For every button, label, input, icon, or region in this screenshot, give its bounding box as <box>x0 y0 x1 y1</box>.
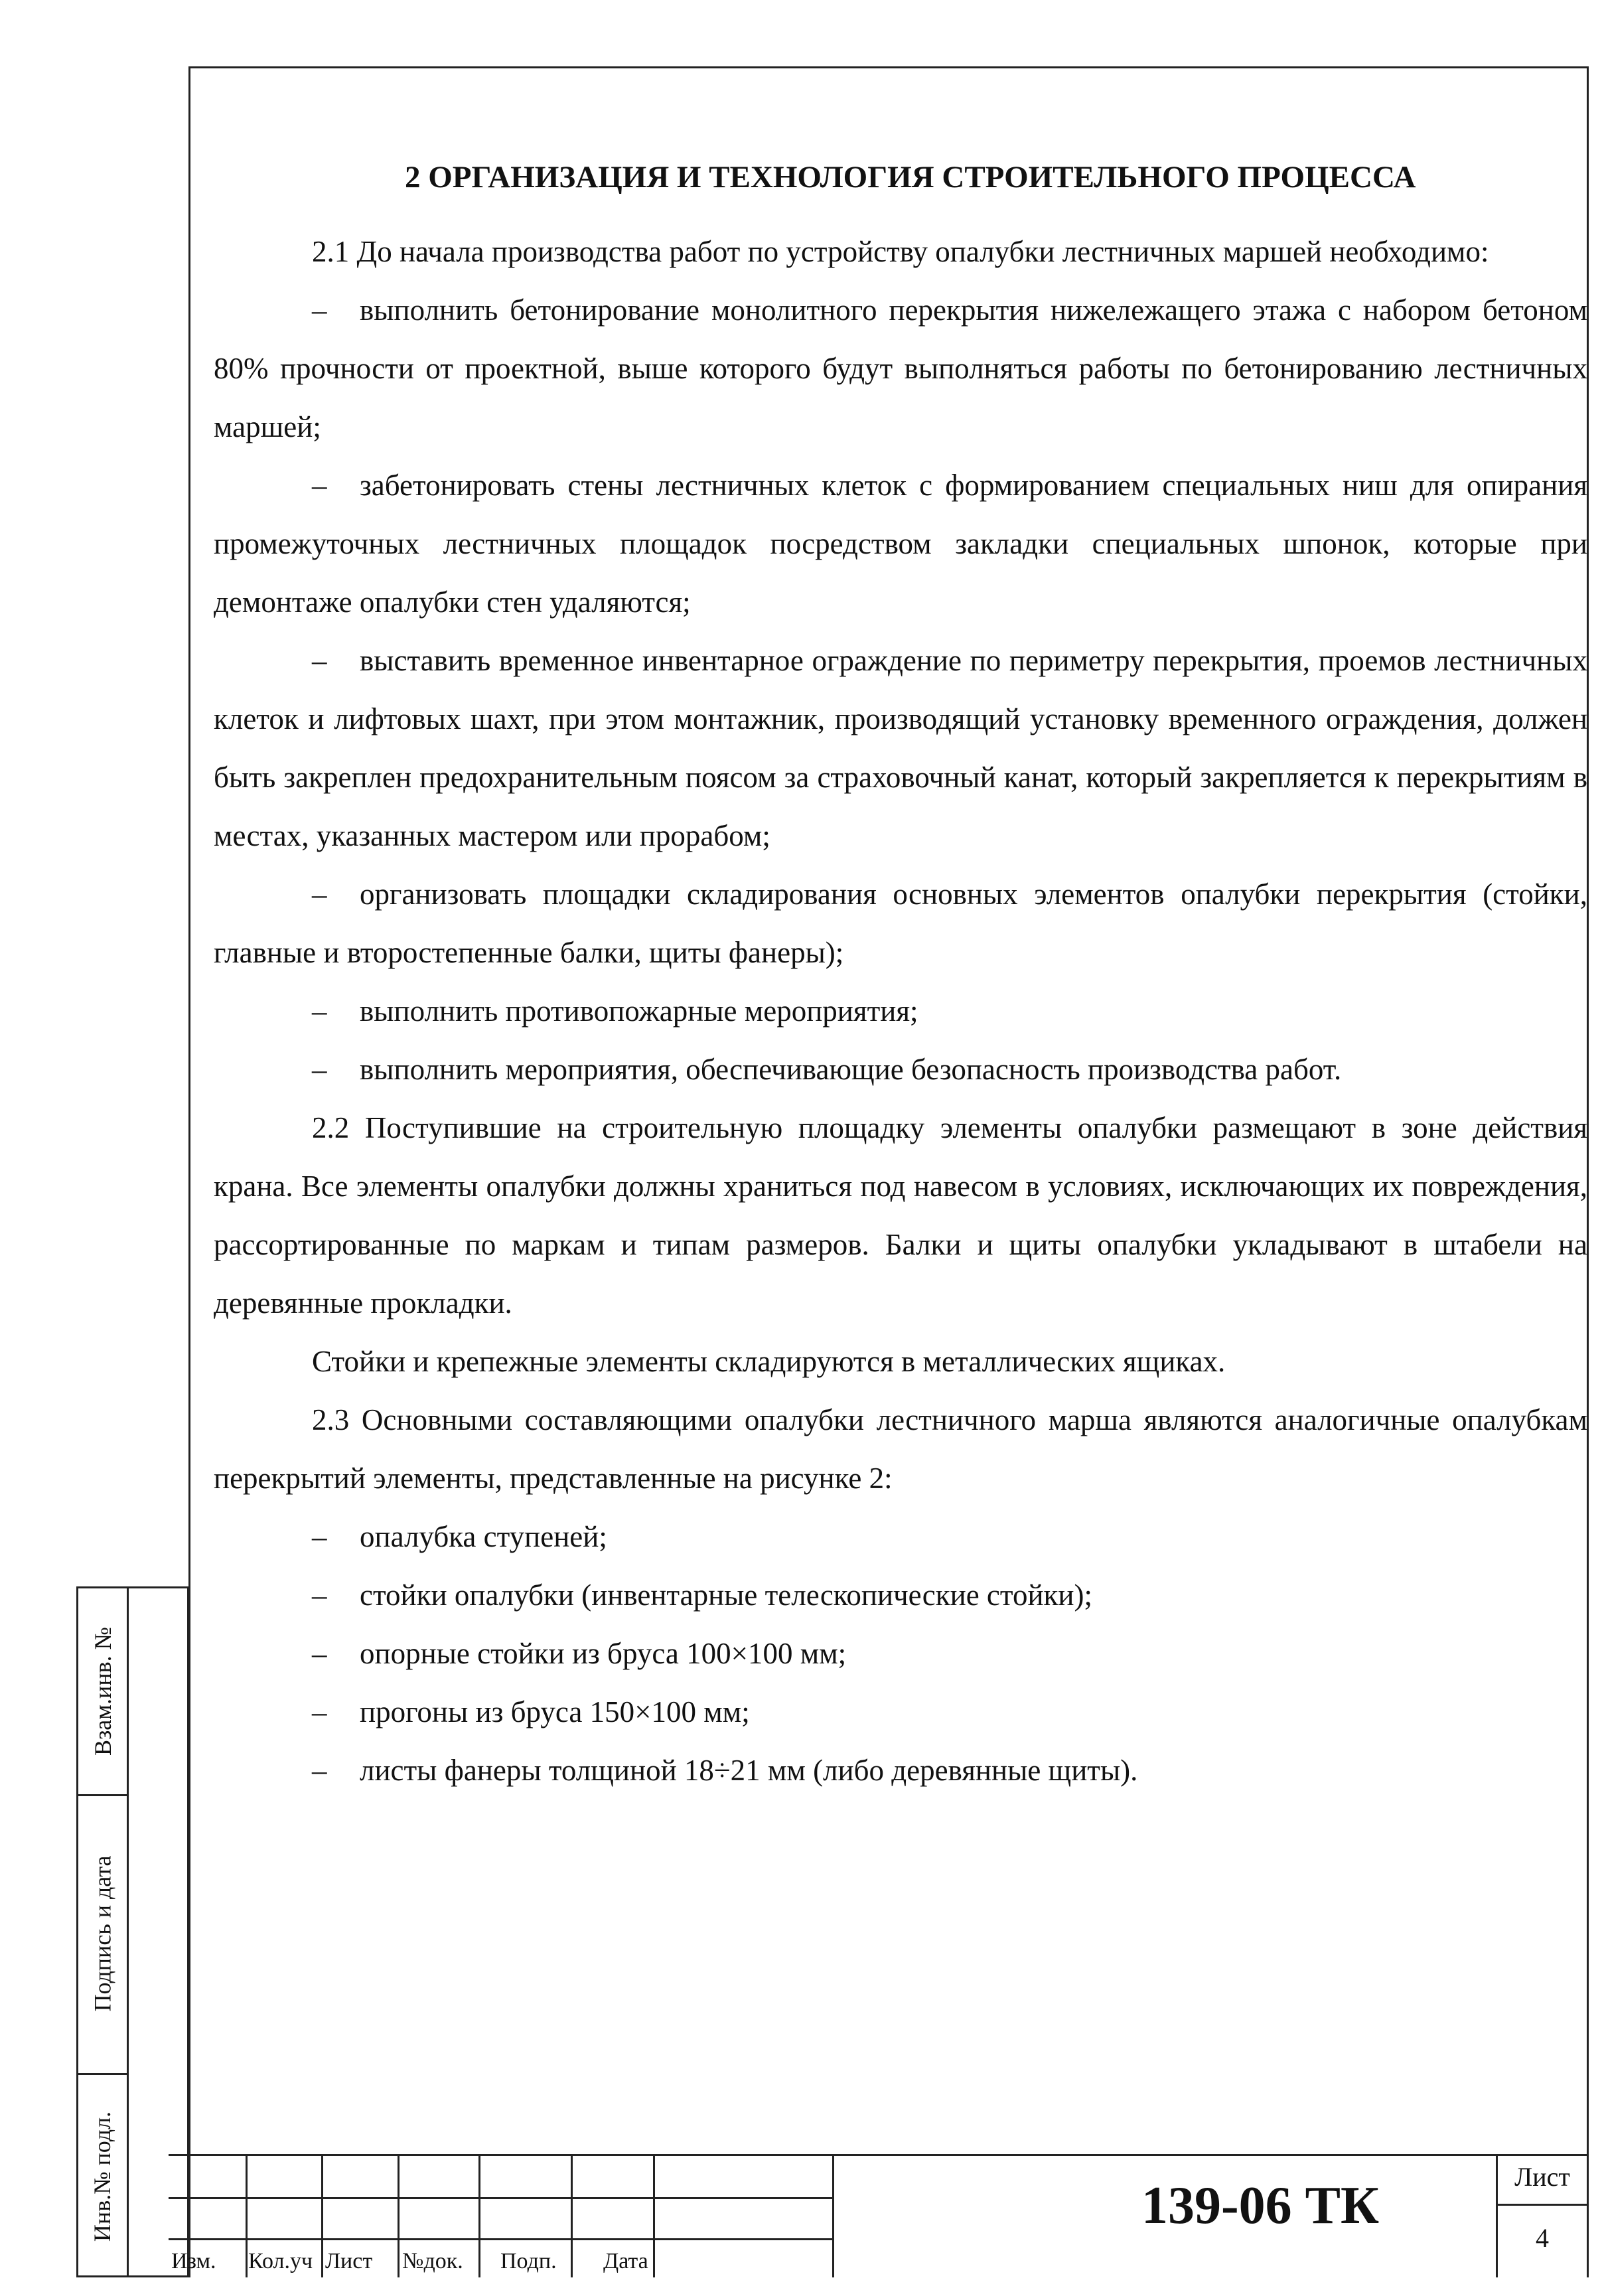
list-item: – выполнить противопожарные мероприятия; <box>214 982 1587 1040</box>
stamp-row-divider <box>169 2197 832 2199</box>
strip-divider <box>127 1588 129 2275</box>
dash-bullet: – <box>312 469 327 502</box>
side-label-signature-date: Подпись и дата <box>89 1855 116 2012</box>
stamp-col-date: Дата <box>603 2249 648 2273</box>
sheet-label: Лист <box>1514 2162 1570 2192</box>
list-item: – опорные стойки из бруса 100×100 мм; <box>214 1624 1587 1683</box>
sheet-number: 4 <box>1536 2223 1549 2253</box>
stamp-divider <box>571 2156 573 2277</box>
paragraph: 2.2 Поступившие на строительную площадку элементы опалубки размещают в зоне действия крана. Все элементы опалубки должны храниться под навесом в условиях, исключающих их повреждения, рассортированные по маркам и типам размеров. Балки и щиты опалубки укладывают в штабели на деревянные прокладки. <box>214 1111 1587 1320</box>
paragraph: 2.3 Основными составляющими опалубки лестничного марша являются аналогичные опалубкам перекрытий элементы, представленные на рисунке 2: <box>214 1403 1587 1495</box>
dash-bullet: – <box>312 1754 327 1787</box>
side-label-replacement: Взам.инв. № <box>89 1627 116 1756</box>
list-item: – выставить временное инвентарное ограждение по периметру перекрытия, проемов лестничных клеток и лифтовых шахт, при этом монтажник, производящий установку временного ограждения, должен быть закреплен предохранительным поясом за страховочный канат, который закрепляется к перекрытиям в местах, указанных мастером или прорабом; <box>214 631 1587 865</box>
stamp-col-count: Кол.уч <box>248 2249 313 2273</box>
dash-bullet: – <box>312 1053 327 1086</box>
stamp-divider <box>653 2156 655 2277</box>
dash-bullet: – <box>312 644 327 677</box>
stamp-divider <box>478 2156 480 2277</box>
stamp-divider <box>398 2156 400 2277</box>
list-item: – опалубка ступеней; <box>214 1507 1587 1566</box>
section-title: 2 ОРГАНИЗАЦИЯ И ТЕХНОЛОГИЯ СТРОИТЕЛЬНОГО ПРОЦЕССА <box>405 160 1416 194</box>
paragraph: 2.1 До начала производства работ по устройству опалубки лестничных маршей необходимо: <box>312 235 1489 268</box>
list-item: – стойки опалубки (инвентарные телескопические стойки); <box>214 1566 1587 1624</box>
dash-bullet: – <box>312 1520 327 1553</box>
stamp-row-divider <box>169 2238 832 2240</box>
list-item: – листы фанеры толщиной 18÷21 мм (либо деревянные щиты). <box>214 1741 1587 1799</box>
title-block <box>169 2154 1589 2277</box>
list-item: – выполнить бетонирование монолитного перекрытия нижележащего этажа с набором бетоном 80% прочности от проектной, выше которого будут выполняться работы по бетонированию лестничных маршей; <box>214 281 1587 456</box>
dash-bullet: – <box>312 293 327 327</box>
side-label-inventory: Инв.№ подл. <box>89 2111 116 2242</box>
paragraph: Стойки и крепежные элементы складируются в металлических ящиках. <box>312 1345 1226 1378</box>
stamp-col-signature: Подп. <box>500 2249 557 2273</box>
stamp-col-sheet: Лист <box>325 2249 373 2273</box>
stamp-divider <box>246 2156 248 2277</box>
list-item: – забетонировать стены лестничных клеток с формированием специальных ниш для опирания промежуточных лестничных площадок посредством закладки специальных шпонок, которые при демонтаже опалубки стен удаляются; <box>214 456 1587 631</box>
list-item: – прогоны из бруса 150×100 мм; <box>214 1683 1587 1741</box>
dash-bullet: – <box>312 1695 327 1728</box>
stamp-col-change: Изм. <box>171 2249 216 2273</box>
dash-bullet: – <box>312 994 327 1028</box>
list-item: – выполнить мероприятия, обеспечивающие безопасность производства работ. <box>214 1040 1587 1099</box>
list-item: – организовать площадки складирования основных элементов опалубки перекрытия (стойки, главные и второстепенные балки, щиты фанеры); <box>214 865 1587 982</box>
document-code: 139-06 ТК <box>1141 2177 1379 2235</box>
dash-bullet: – <box>312 1578 327 1612</box>
stamp-divider <box>832 2156 834 2277</box>
body-text <box>214 222 1587 1799</box>
stamp-col-doc: №док. <box>402 2249 463 2273</box>
dash-bullet: – <box>312 878 327 911</box>
dash-bullet: – <box>312 1637 327 1670</box>
stamp-divider <box>321 2156 323 2277</box>
